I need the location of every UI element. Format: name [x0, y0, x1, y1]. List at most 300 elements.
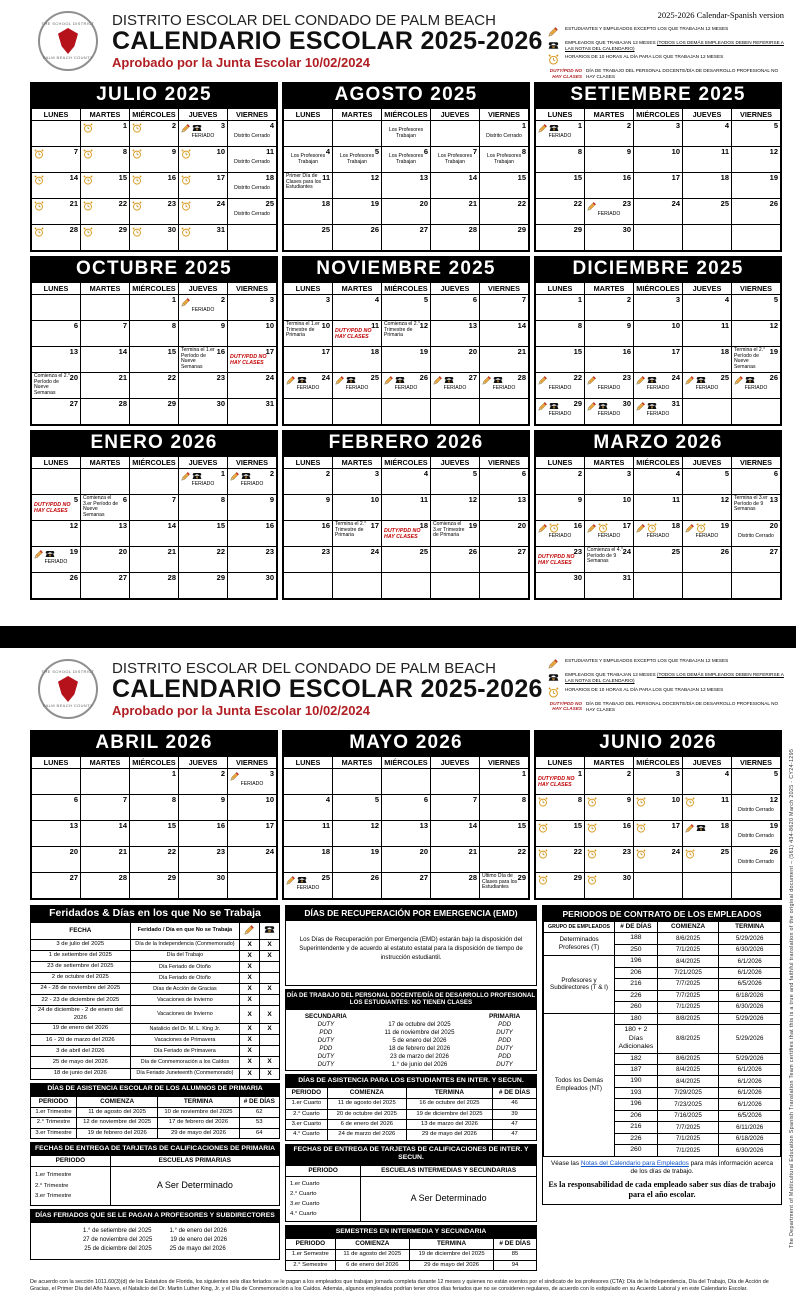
applies-students-mark: X: [240, 995, 260, 1006]
day-number: 29: [517, 873, 526, 882]
day-icons: [685, 523, 706, 533]
day-cell: [732, 521, 781, 547]
table-row: [290, 1036, 532, 1044]
empty-cell: [480, 573, 529, 599]
day-number: 7: [521, 295, 526, 304]
calendar-week-row: [536, 821, 781, 847]
contract-days: 180: [615, 1013, 658, 1024]
day-cell: [382, 795, 431, 821]
day-icons: [181, 297, 191, 307]
holiday-name: Día Feriado de Otoño: [130, 972, 240, 983]
ten-hour-clock-icon: [636, 797, 646, 807]
day-icons: [538, 523, 559, 533]
table-header-row: [31, 922, 280, 939]
contract-start: 7/29/2025: [657, 1087, 719, 1098]
ten-hour-clock-icon: [636, 823, 646, 833]
day-cell: [536, 295, 585, 321]
day-cell: [431, 547, 480, 573]
day-number: 18: [321, 199, 330, 208]
day-cell: [585, 399, 634, 425]
calendar-notes-reference: [543, 1157, 781, 1178]
day-number: 28: [468, 225, 477, 234]
day-cell: [130, 521, 179, 547]
day-cell: [228, 295, 277, 321]
day-icons: [538, 875, 548, 885]
day-number: 31: [216, 225, 225, 234]
day-number: 2: [626, 769, 631, 778]
calendar-week-row: [32, 173, 277, 199]
table-header-row: [286, 1165, 537, 1176]
twelve-month-employee-icon: [549, 401, 559, 411]
day-cell: [732, 295, 781, 321]
day-number: 27: [118, 573, 127, 582]
section-header: DÍAS DE RECUPERACIÓN POR EMERGENCIA (EMD): [285, 905, 537, 920]
day-cell: [130, 199, 179, 225]
day-cell: [228, 173, 277, 199]
contract-end: 6/5/2026: [719, 1110, 781, 1121]
day-icons: [132, 201, 142, 211]
applies-12month-mark: X: [260, 1024, 280, 1035]
day-icons: [685, 849, 695, 859]
day-number: 20: [419, 199, 428, 208]
empty-cell: [732, 573, 781, 599]
calendar-week-row: [536, 873, 781, 899]
day-cell: [683, 199, 732, 225]
day-icons: [83, 227, 93, 237]
calendar-week-row: [32, 121, 277, 147]
day-number: 14: [468, 173, 477, 182]
day-cell: [585, 847, 634, 873]
pencil-icon: [538, 123, 548, 133]
day-number: 6: [423, 147, 428, 156]
holiday-date: 18 de junio del 2026: [31, 1068, 131, 1079]
day-number: 23: [216, 847, 225, 856]
secondary-day-type: PDD: [319, 1044, 333, 1052]
day-cell: [333, 147, 382, 173]
table-cell: 1.er Trimestre: [31, 1107, 77, 1117]
day-number: 30: [216, 399, 225, 408]
day-number: 28: [69, 225, 78, 234]
applies-12month-mark: X: [260, 984, 280, 995]
weekday-header: MIÉRCOLES: [382, 757, 431, 769]
weekday-header: MIÉRCOLES: [382, 109, 431, 121]
holiday-date: 25 de mayo del 2026: [31, 1057, 131, 1068]
day-cell: [585, 795, 634, 821]
applies-students-mark: X: [240, 950, 260, 961]
contract-start: 8/4/2025: [657, 1076, 719, 1087]
day-cell: [431, 225, 480, 251]
day-number: 19: [370, 199, 379, 208]
empty-cell: [732, 225, 781, 251]
day-number: 8: [577, 795, 582, 804]
contract-end: 6/30/2026: [719, 1145, 781, 1156]
empty-cell: [683, 225, 732, 251]
pencil-icon: [636, 401, 646, 411]
contract-start: 7/16/2025: [657, 1110, 719, 1121]
day-number: 1: [171, 769, 176, 778]
day-cell: [333, 521, 382, 547]
day-number: 11: [420, 495, 428, 504]
day-number: 29: [216, 573, 225, 582]
day-number: 21: [118, 847, 127, 856]
empty-cell: [634, 873, 683, 899]
calendar-week-row: [284, 847, 529, 873]
day-number: 18: [720, 821, 729, 830]
day-cell: [228, 373, 277, 399]
twelve-month-employee-icon: [264, 924, 275, 935]
day-cell: [228, 795, 277, 821]
primary-day-type: PDD: [498, 1020, 512, 1028]
calendar-week-row: [32, 821, 277, 847]
weekday-header: MIÉRCOLES: [634, 757, 683, 769]
table-header-row: [286, 1088, 537, 1099]
legend-item: [546, 40, 784, 52]
empty-cell: [333, 121, 382, 147]
table-cell: 46: [493, 1099, 537, 1109]
day-number: 3: [626, 469, 631, 478]
weekday-header: LUNES: [32, 757, 81, 769]
calendar-week-row: [32, 321, 277, 347]
calendar-week-row: [536, 847, 781, 873]
bottom-right-column: [542, 905, 782, 1205]
day-number: 9: [577, 495, 582, 504]
day-number: 5: [724, 469, 729, 478]
day-cell: [382, 295, 431, 321]
secondary-day-type: DUTY: [317, 1036, 335, 1044]
twelve-month-employee-icon: [745, 375, 755, 385]
day-note: Los Profesores Trabajan: [437, 153, 473, 165]
paid-holiday-date: 19 de enero del 2026: [170, 1237, 228, 1244]
weekday-header: MIÉRCOLES: [130, 457, 179, 469]
day-number: 12: [370, 173, 379, 182]
day-cell: [732, 847, 781, 873]
empty-cell: [382, 573, 431, 599]
holiday-name: Vacaciones de Invierno: [130, 1006, 240, 1024]
day-number: 27: [769, 547, 778, 556]
month-junio-2026: [534, 730, 782, 900]
table-cell: 11 de agosto del 2025: [335, 1250, 409, 1260]
months-grid-page1: [0, 80, 796, 600]
day-cell: [81, 147, 130, 173]
empty-cell: [32, 469, 81, 495]
twelve-month-employee-icon: [192, 471, 202, 481]
day-cell: [382, 321, 431, 347]
day-note: Primer Día de Clases para los Estudiantes: [286, 173, 322, 191]
month-title: SETIEMBRE 2025: [535, 83, 781, 108]
day-cell: [179, 769, 228, 795]
twelve-month-employee-icon: [696, 375, 706, 385]
day-number: 3: [675, 769, 680, 778]
calendar-week-row: [284, 399, 529, 425]
twelve-month-employee-icon: [493, 375, 503, 385]
weekday-header: MARTES: [333, 283, 382, 295]
month-calendar: [535, 282, 781, 425]
weekday-header: VIERNES: [480, 283, 529, 295]
day-number: 15: [216, 521, 225, 530]
day-number: 7: [472, 795, 477, 804]
day-number: 29: [573, 399, 582, 408]
table-row: [31, 961, 280, 972]
column-header: COMIENZA: [657, 922, 719, 933]
calendar-week-row: [284, 321, 529, 347]
column-header: ESCUELAS INTERMEDIAS Y SECUNDARIAS: [361, 1165, 537, 1176]
day-icons: [132, 175, 142, 185]
weekday-header: VIERNES: [732, 109, 781, 121]
day-number: 23: [265, 547, 274, 556]
ten-hour-clock-icon: [538, 823, 548, 833]
day-cell: [228, 147, 277, 173]
day-number: 23: [216, 373, 225, 382]
weekday-header: VIERNES: [228, 457, 277, 469]
day-number: 26: [720, 547, 729, 556]
day-number: 15: [573, 173, 582, 182]
day-number: 23: [622, 199, 631, 208]
day-number: 24: [216, 199, 225, 208]
day-cell: [333, 199, 382, 225]
day-number: 18: [720, 347, 729, 356]
day-number: 13: [517, 495, 526, 504]
employee-group: Todos los Demás Empleados (NT): [544, 1013, 615, 1156]
day-number: 30: [167, 225, 176, 234]
legend-item: [546, 687, 784, 698]
day-cell: [228, 399, 277, 425]
calendar-week-row: [284, 521, 529, 547]
day-cell: [536, 147, 585, 173]
table-cell: 4.° Cuarto: [286, 1130, 328, 1140]
day-cell: [81, 521, 130, 547]
day-number: 2: [626, 295, 631, 304]
day-cell: [536, 469, 585, 495]
ten-hour-clock-icon: [132, 175, 142, 185]
day-cell: [732, 347, 781, 373]
day-icons: [636, 849, 646, 859]
column-header: SECUNDARIA: [304, 1012, 347, 1020]
table-cell: 29 de mayo del 2026: [406, 1130, 492, 1140]
day-cell: [284, 547, 333, 573]
section-header: DÍAS DE ASISTENCIA ESCOLAR DE LOS ALUMNOS DE PRIMARIA: [30, 1083, 280, 1096]
day-cell: [431, 469, 480, 495]
day-number: 17: [216, 173, 225, 182]
contract-start: 8/6/2025: [657, 1053, 719, 1064]
day-note: Distrito Cerrado: [738, 833, 774, 839]
day-note: Termina el 3.er Período de 9 Semanas: [734, 495, 768, 513]
table-cell: 2.° Cuarto: [286, 1109, 328, 1119]
day-note: Los Profesores Trabajan: [388, 127, 424, 139]
day-number: 5: [773, 121, 778, 130]
day-note: FERIADO: [548, 385, 572, 391]
day-note: Los Profesores Trabajan: [388, 153, 424, 165]
table-row: [31, 1035, 280, 1046]
month-noviembre-2025: [282, 256, 530, 426]
day-number: 14: [118, 347, 127, 356]
secondary-day-type: PDD: [319, 1028, 333, 1036]
secondary-attendance-table: [285, 1087, 537, 1141]
district-logo: [38, 659, 98, 719]
day-number: 8: [577, 321, 582, 330]
column-header: TERMINA: [719, 922, 781, 933]
day-icons: [538, 401, 559, 411]
bottom-left-column: [30, 905, 280, 1263]
day-cell: [634, 547, 683, 573]
day-cell: [683, 821, 732, 847]
pencil-icon: [384, 375, 394, 385]
calendar-week-row: [284, 573, 529, 599]
month-title: JUNIO 2026: [535, 731, 781, 756]
day-note: Último Día de Clases para los Estudiantes: [482, 873, 518, 891]
day-note: Termina el 1.er Trimestre de Primaria: [286, 321, 320, 339]
pencil-icon: [482, 375, 492, 385]
day-note: FERIADO: [597, 533, 621, 539]
weekday-header: MIÉRCOLES: [130, 109, 179, 121]
logo-shield: [58, 28, 78, 54]
table-row: [31, 1068, 280, 1079]
day-cell: [228, 547, 277, 573]
day-number: 1: [171, 295, 176, 304]
day-note: Los Profesores Trabajan: [339, 153, 375, 165]
day-cell: [284, 173, 333, 199]
day-note: FERIADO: [240, 481, 264, 487]
pencil-icon: [636, 375, 646, 385]
day-cell: [536, 399, 585, 425]
day-number: 10: [671, 795, 680, 804]
day-number: 31: [671, 399, 680, 408]
day-number: 4: [325, 147, 330, 156]
contract-end: 5/29/2026: [719, 1053, 781, 1064]
district-logo: [38, 11, 98, 71]
month-agosto-2025: [282, 82, 530, 252]
contract-end: 6/1/2026: [719, 1099, 781, 1110]
day-number: 30: [265, 573, 274, 582]
weekday-header: VIERNES: [480, 757, 529, 769]
day-cell: [480, 769, 529, 795]
day-cell: [32, 573, 81, 599]
legend-text: DÍA DE TRABAJO DEL PERSONAL DOCENTE/DÍA DE DESARROLLO PROFESIONAL NO HAY CLASES: [586, 68, 779, 80]
column-header: COMIENZA: [76, 1096, 157, 1107]
contract-start: 7/23/2025: [657, 1099, 719, 1110]
months-grid-page2: [0, 728, 796, 900]
day-cell: [179, 147, 228, 173]
calendar-week-row: [32, 521, 277, 547]
weekday-header: MARTES: [585, 109, 634, 121]
day-cell: [634, 495, 683, 521]
empty-cell: [431, 121, 480, 147]
day-cell: [333, 795, 382, 821]
month-enero-2026: [30, 430, 278, 600]
day-number: 17: [671, 173, 680, 182]
table-cell: 12 de noviembre del 2025: [76, 1118, 157, 1128]
day-note: Comienza el 2.° Período de Nueve Semanas: [34, 373, 71, 397]
month-calendar: [31, 456, 277, 599]
ten-hour-clock-icon: [685, 797, 695, 807]
day-cell: [634, 521, 683, 547]
day-cell: [130, 847, 179, 873]
contract-days: 260: [615, 1002, 658, 1013]
day-icons: [83, 123, 93, 133]
day-icons: [34, 549, 55, 559]
twelve-month-employee-icon: [297, 875, 307, 885]
contract-start: 7/7/2025: [657, 1122, 719, 1133]
pencil-icon: [538, 375, 548, 385]
section-header: DÍA DE TRABAJO DEL PERSONAL DOCENTE/DÍA DE DESARROLLO PROFESIONAL LOS ESTUDIANTES: NO TIENEN CLASES: [285, 989, 537, 1009]
weekday-header: VIERNES: [480, 109, 529, 121]
column-header: FECHA: [31, 922, 131, 939]
pencil-icon: [685, 823, 695, 833]
day-number: 7: [73, 147, 78, 156]
contract-end: 6/30/2026: [719, 1002, 781, 1013]
table-cell: 19 de diciembre del 2025: [409, 1250, 493, 1260]
applies-12month-mark: X: [260, 1006, 280, 1024]
holiday-date: 19 de enero del 2026: [31, 1024, 131, 1035]
column-header: TERMINA: [158, 1096, 239, 1107]
calendar-week-row: [32, 573, 277, 599]
contract-start: 8/4/2025: [657, 1065, 719, 1076]
day-note: Los Profesores Trabajan: [486, 153, 522, 165]
contract-days: 216: [615, 1122, 658, 1133]
day-cell: [32, 521, 81, 547]
day-icons: [685, 823, 706, 833]
month-title: MAYO 2026: [283, 731, 529, 756]
day-cell: [32, 821, 81, 847]
empty-cell: [81, 295, 130, 321]
weekday-header: JUEVES: [431, 109, 480, 121]
contract-start: 8/6/2025: [657, 933, 719, 944]
day-number: 11: [322, 173, 330, 182]
calendar-week-row: [536, 173, 781, 199]
day-cell: [585, 821, 634, 847]
day-number: 4: [724, 295, 729, 304]
employee-calendar-notes-link[interactable]: Notas del Calendario para Empleados: [580, 1159, 689, 1167]
day-note: FERIADO: [191, 307, 215, 313]
calendar-week-row: [32, 373, 277, 399]
day-number: 18: [720, 173, 729, 182]
day-note: FERIADO: [548, 133, 572, 139]
column-header: ESCUELAS PRIMARIAS: [110, 1156, 279, 1167]
day-number: 20: [69, 373, 78, 382]
day-icons: [587, 797, 597, 807]
primary-day-type: DUTY: [496, 1044, 513, 1052]
day-number: 30: [622, 399, 631, 408]
day-number: 30: [216, 873, 225, 882]
month-calendar: [31, 108, 277, 251]
table-cell: 11 de agosto del 2025: [76, 1107, 157, 1117]
day-icons: [230, 771, 240, 781]
contract-start: 7/7/2025: [657, 979, 719, 990]
day-note: FERIADO: [492, 385, 516, 391]
day-number: 20: [468, 347, 477, 356]
day-cell: [536, 347, 585, 373]
empty-cell: [683, 573, 732, 599]
day-cell: [179, 399, 228, 425]
day-number: 1: [577, 769, 582, 778]
calendar-week-row: [32, 295, 277, 321]
day-number: 4: [675, 469, 680, 478]
table-cell: 6 de enero del 2026: [335, 1260, 409, 1270]
day-cell: [683, 769, 732, 795]
day-number: 24: [370, 547, 379, 556]
calendar-week-row: [32, 469, 277, 495]
page-divider: [0, 626, 796, 648]
legend-item: [546, 26, 784, 37]
calendar-week-row: [536, 469, 781, 495]
weekday-header: JUEVES: [179, 109, 228, 121]
day-cell: [179, 873, 228, 899]
day-number: 7: [122, 795, 127, 804]
pencil-icon: [286, 375, 296, 385]
weekday-header: LUNES: [284, 283, 333, 295]
pencil-icon: [538, 401, 548, 411]
day-icons: [181, 123, 202, 133]
calendar-week-row: [536, 521, 781, 547]
